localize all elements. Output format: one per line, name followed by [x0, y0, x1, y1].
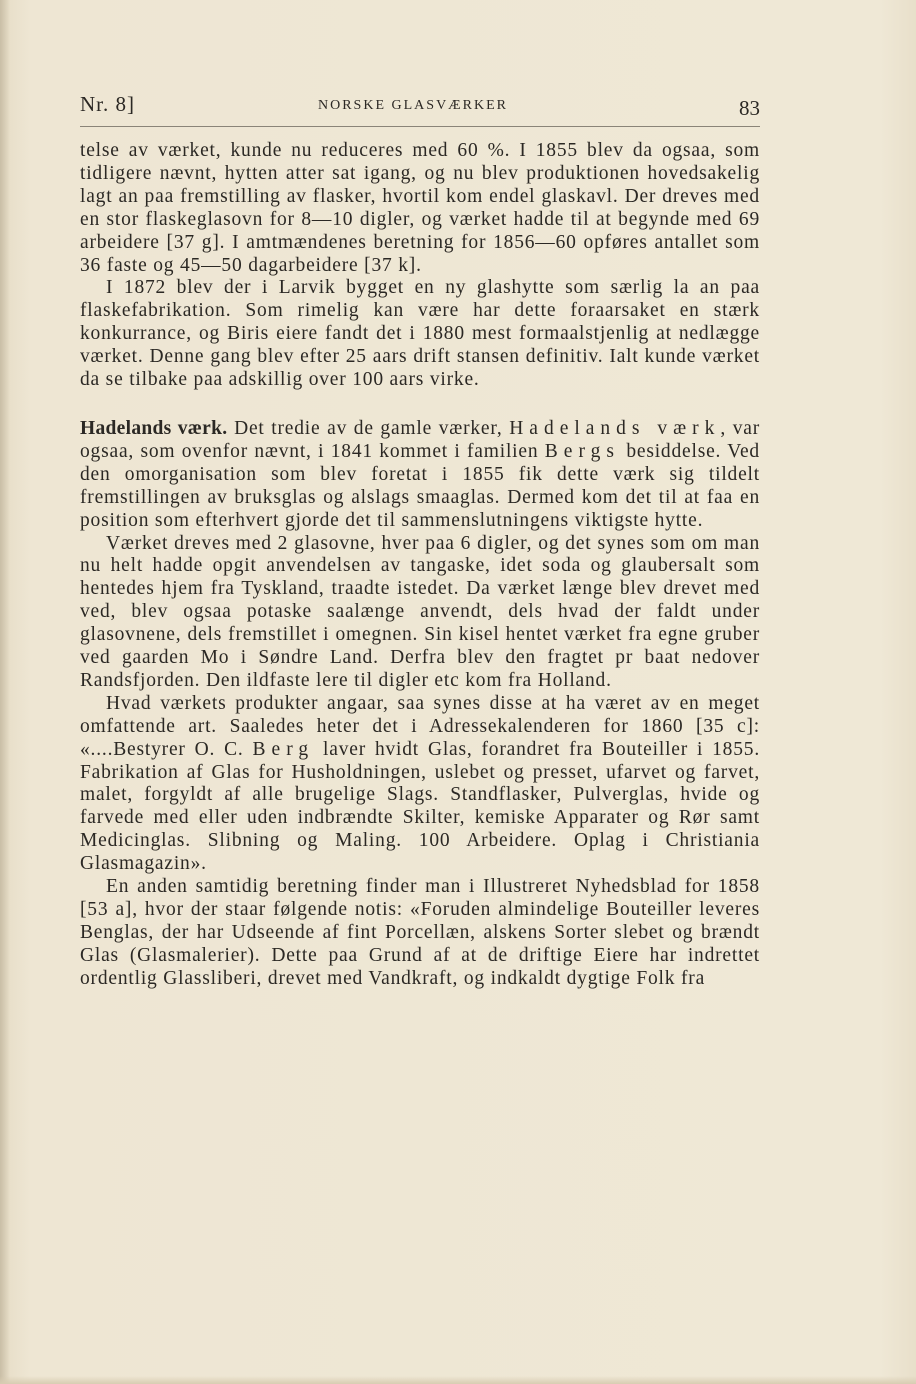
page-edge-shadow: [0, 0, 10, 1384]
paragraph-5-text-b: laver hvidt Glas, forandret fra Bouteiller i 1855. Fabrikation af Glas for Husholdningen, uslebet og presset, ufarvet og farvet, malet, forgyldt af alle brugelige Slags. Standflasker, Pulverglas, hvide og farvede med eller uden indbrændte Skilter, kemiske Apparater og Rør samt Medicinglas. Slibning og Maling. 100 Arbeidere. Oplag i Christiania Glasmagazin».: [80, 738, 760, 875]
page-number: 83: [739, 96, 760, 120]
paragraph-2: I 1872 blev der i Larvik bygget en ny glashytte som særlig la an paa flaskefabrikation. Som rimelig kan være har dette foraarsaket en stærk konkurrance, og Biris eiere fandt det i 1880 mest formaalstjenlig at nedlægge værket. Denne gang blev efter 25 aars drift stansen definitiv. Ialt kunde værket da se tilbake paa adskillig over 100 aars virke.: [80, 277, 760, 391]
spaced-name-hadelands: Hadelands værk: [509, 417, 721, 439]
paragraph-5: [80, 693, 760, 876]
paragraph-3-text-a: Det tredie av de gamle værker,: [227, 417, 510, 439]
paragraph-4: Værket dreves med 2 glasovne, hver paa 6 digler, og det synes som om man nu helt hadde opgit anvendelsen av tangaske, idet soda og glaubersalt som hentedes hjem fra Tyskland, traadte istedet. Da værket længe blev drevet med ved, blev ogsaa potaske saalænge anvendt, dels hvad der faldt under glasovnene, dels fremstillet i omegnen. Sin kisel hentet værket fra egne gruber ved gaarden Mo i Søndre Land. Derfra blev den fragtet pr baat nedover Randsfjorden. Den ildfaste lere til digler etc kom fra Holland.: [80, 532, 760, 691]
running-header: [80, 92, 760, 124]
paragraph-3-text-b: , var ogsaa, som ovenfor nævnt, i 1841 kommet i familien: [80, 417, 760, 462]
paragraph-1: telse av værket, kunde nu reduceres med 60 %. I 1855 blev da ogsaa, som tidligere nævnt, hytten atter sat igang, og nu blev produktionen hovedsakelig lagt an paa fremstilling av flasker, hvortil kom endel glaskavl. Der dreves med en stor flaskeglasovn for 8—10 digler, og værket hadde til at begynde med 69 arbeidere [37 g]. I amtmændenes beretning for 1856—60 opføres antallet som 36 faste og 45—50 dagarbeidere [37 k].: [80, 140, 760, 276]
main-text: [80, 140, 760, 991]
section-heading: Hadelands værk.: [80, 417, 228, 439]
issue-number: Nr. 8]: [80, 92, 135, 116]
spaced-name-berg: Berg: [252, 738, 315, 760]
spaced-name-bergs: Bergs: [544, 440, 620, 462]
page-bottom-edge: [0, 1376, 916, 1384]
header-rule: [80, 126, 760, 127]
paragraph-5-text-a: Hvad værkets produkter angaar, saa synes disse at ha været av en meget omfattende art. Saaledes heter det i Adressekalenderen for 1860 [35 c]: «....Bestyrer O. C.: [80, 692, 760, 760]
paragraph-6: En anden samtidig beretning finder man i Illustreret Nyhedsblad for 1858 [53 a], hvor der staar følgende notis: «Foruden almindelige Bouteiller leveres Benglas, der har Udseende af fint Porcellæn, alskens Sorter slebet og brændt Glas (Glasmalerier). Dette paa Grund af at de driftige Eiere har indrettet ordentlig Glassliberi, drevet med Vandkraft, og indkaldt dygtige Folk fra: [80, 876, 760, 989]
running-title: NORSKE GLASVÆRKER: [318, 98, 508, 113]
paragraph-hadeland: [80, 418, 760, 533]
paragraph-3-text-c: besiddelse. Ved den omorganisation som blev foretat i 1855 fik dette værk sig tildelt fremstillingen av bruksglas og alslags smaaglas. Dermed kom det til at faa en position som efterhvert gjorde det til sammenslutningens viktigste hytte.: [80, 440, 760, 531]
